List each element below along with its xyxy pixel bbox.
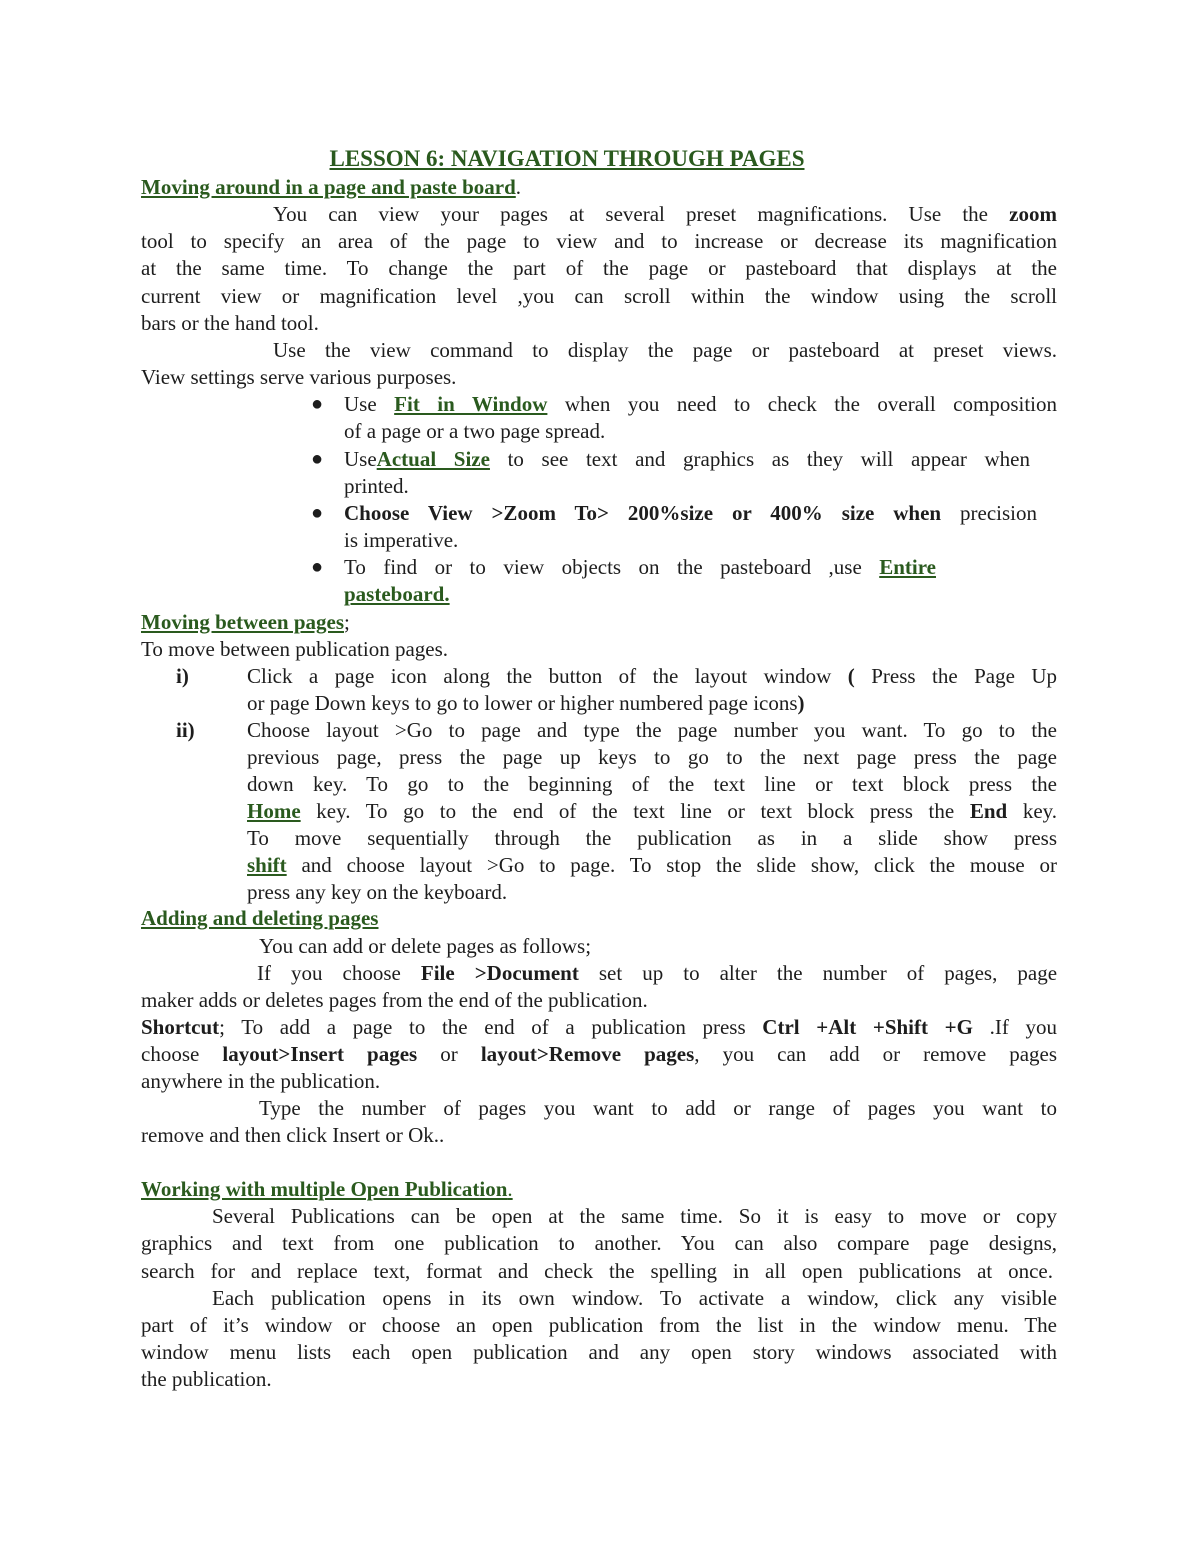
paragraph-line: at the same time. To change the part of the page or pasteboard that displays at the: [141, 256, 1057, 280]
bullet-icon: ●: [311, 448, 324, 470]
list-item-continued: of a page or a two page spread.: [344, 419, 606, 443]
paragraph-line: the publication.: [141, 1367, 272, 1391]
list-item-continued: shift and choose layout >Go to page. To stop the slide show, click the mouse or: [247, 853, 1057, 877]
paragraph-line: remove and then click Insert or Ok..: [141, 1123, 445, 1147]
paragraph-line: search for and replace text, format and check the spelling in all open publications at once.: [141, 1259, 1053, 1283]
paragraph-line: part of it’s window or choose an open publication from the list in the window menu. The: [141, 1313, 1057, 1337]
paragraph-line: Shortcut; To add a page to the end of a publication press Ctrl +Alt +Shift +G .If you: [141, 1015, 1057, 1039]
paragraph-line: current view or magnification level ,you can scroll within the window using the scroll: [141, 284, 1057, 308]
paragraph-line: tool to specify an area of the page to view and to increase or decrease its magnification: [141, 229, 1057, 253]
paragraph-line: choose layout>Insert pages or layout>Remove pages, you can add or remove pages: [141, 1042, 1058, 1066]
bullet-icon: ●: [311, 502, 324, 524]
list-item-continued: down key. To go to the beginning of the text line or text block press the: [247, 772, 1057, 796]
paragraph-line: Type the number of pages you want to add or range of pages you want to: [259, 1096, 1057, 1120]
bullet-icon: ●: [311, 393, 324, 415]
list-item: Choose View >Zoom To> 200%size or 400% size when precision: [344, 501, 1037, 525]
paragraph-line: Each publication opens in its own window. To activate a window, click any visible: [212, 1286, 1057, 1310]
list-item-continued: is imperative.: [344, 528, 459, 552]
list-item: Use Fit in Window when you need to check the overall composition: [344, 392, 1057, 416]
bullet-icon: ●: [311, 556, 324, 578]
section-heading-moving-around: Moving around in a page and paste board.: [141, 175, 522, 199]
paragraph-line: graphics and text from one publication to another. You can also compare page designs,: [141, 1231, 1057, 1255]
list-item-continued: pasteboard.: [344, 582, 450, 606]
list-number: ii): [176, 718, 195, 742]
section-heading-moving-between: Moving between pages;: [141, 610, 350, 634]
list-item-continued: Home key. To go to the end of the text line or text block press the End key.: [247, 799, 1058, 823]
paragraph-line: If you choose File >Document set up to alter the number of pages, page: [257, 961, 1058, 985]
list-item: To find or to view objects on the pasteboard ,use Entire: [344, 555, 936, 579]
paragraph-line: Several Publications can be open at the same time. So it is easy to move or copy: [212, 1204, 1057, 1228]
list-item: Click a page icon along the button of the layout window ( Press the Page Up: [247, 664, 1058, 688]
list-item: UseActual Size to see text and graphics as they will appear when: [344, 447, 1030, 471]
list-item-continued: previous page, press the page up keys to go to the next page press the page: [247, 745, 1057, 769]
paragraph-line: anywhere in the publication.: [141, 1069, 381, 1093]
paragraph-line: You can add or delete pages as follows;: [259, 934, 592, 958]
section-heading-multiple-open: Working with multiple Open Publication.: [141, 1177, 513, 1201]
list-number: i): [176, 664, 189, 688]
list-item-continued: To move sequentially through the publication as in a slide show press: [247, 826, 1057, 850]
paragraph-line: bars or the hand tool.: [141, 311, 319, 335]
list-item-continued: or page Down keys to go to lower or higher numbered page icons): [247, 691, 805, 715]
paragraph-line: View settings serve various purposes.: [141, 365, 457, 389]
list-item-continued: press any key on the keyboard.: [247, 880, 508, 904]
paragraph-line: maker adds or deletes pages from the end of the publication.: [141, 988, 648, 1012]
list-item-continued: printed.: [344, 474, 409, 498]
section-heading-adding-deleting: Adding and deleting pages: [141, 906, 379, 930]
paragraph-line: window menu lists each open publication and any open story windows associated with: [141, 1340, 1057, 1364]
page-title: LESSON 6: NAVIGATION THROUGH PAGES: [329, 146, 805, 171]
paragraph-line: Use the view command to display the page or pasteboard at preset views.: [273, 338, 1057, 362]
list-item: Choose layout >Go to page and type the page number you want. To go to the: [247, 718, 1057, 742]
paragraph-line: To move between publication pages.: [141, 637, 449, 661]
paragraph-line: You can view your pages at several preset magnifications. Use the zoom: [273, 202, 1057, 226]
